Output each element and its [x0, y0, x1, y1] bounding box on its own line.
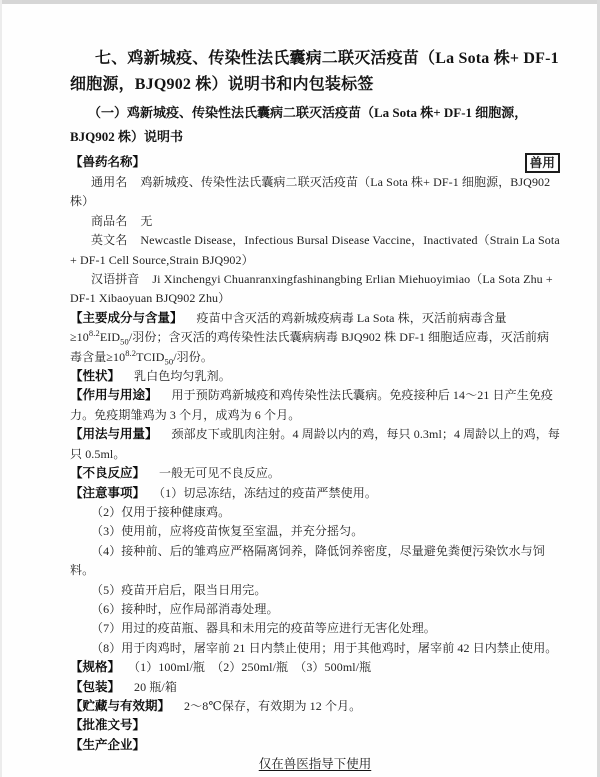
section-approval-number — [70, 716, 560, 735]
adverse-reactions-heading: 【不良反应】 — [70, 466, 146, 481]
approval-number-heading: 【批准文号】 — [70, 718, 146, 733]
precaution-item-2: （2）仅用于接种健康鸡。 — [91, 504, 231, 519]
storage-value: 2～8℃保存，有效期为 12 个月。 — [184, 698, 362, 713]
ingredients-text-run-4: TCID — [136, 349, 165, 364]
drug-name-heading: 【兽药名称】 — [70, 155, 146, 169]
english-name-row — [70, 231, 560, 270]
generic-name-label: 通用名 — [91, 175, 128, 189]
pinyin-label: 汉语拼音 — [91, 272, 140, 287]
titer-subscript-2: 50 — [164, 356, 174, 367]
section-main-ingredients — [70, 309, 560, 367]
document-title — [70, 46, 560, 98]
precaution-item-6: （6）接种时，应作局部消毒处理。 — [91, 601, 279, 616]
manufacturer-heading: 【生产企业】 — [70, 737, 146, 752]
section-specification — [70, 658, 560, 677]
generic-name-value: 鸡新城疫、传染性法氏囊病二联灭活疫苗（La Sota 株+ DF-1 细胞源，BJQ902 株） — [70, 175, 551, 209]
adverse-reactions-value: 一般无可见不良反应。 — [159, 466, 281, 481]
trade-name-label: 商品名 — [91, 213, 128, 228]
dosage-heading: 【用法与用量】 — [70, 427, 158, 442]
specification-heading: 【规格】 — [70, 660, 121, 675]
ingredients-text-run-1: 疫苗中含灭活的鸡新城疫病毒 La Sota 株，灭活前病毒含量≥10 — [70, 310, 507, 345]
title-line-2: 细胞源，BJQ902 株）说明书和内包装标签 — [70, 76, 374, 93]
section-dosage — [70, 425, 560, 464]
section-manufacturer — [70, 736, 560, 755]
generic-name-row — [70, 173, 560, 212]
storage-heading: 【贮藏与有效期】 — [70, 698, 171, 713]
english-name-label: 英文名 — [91, 233, 128, 248]
section-storage — [70, 697, 560, 716]
section-precautions — [70, 484, 560, 503]
section-adverse-reactions — [70, 464, 560, 483]
packing-value: 20 瓶/箱 — [134, 679, 177, 694]
section-character — [70, 367, 560, 386]
titer-superscript-2: 8.2 — [125, 347, 137, 358]
precaution-item-7: （7）用过的疫苗瓶、器具和未用完的疫苗等应进行无害化处理。 — [91, 621, 436, 636]
subtitle-line-1: （一）鸡新城疫、传染性法氏囊病二联灭活疫苗（La Sota 株+ DF-1 细胞源， — [88, 105, 528, 120]
titer-subscript-1: 50 — [120, 336, 129, 347]
dosage-value: 颈部皮下或肌肉注射。4 周龄以内的鸡，每只 0.3ml；4 周龄以上的鸡，每只 0.5ml。 — [70, 427, 560, 461]
packing-heading: 【包装】 — [70, 679, 121, 694]
ingredients-text-run-3: /羽份；含灭活的鸡传染性法氏囊病病毒 BJQ902 株 DF-1 细胞适应毒，灭活前病毒含量≥10 — [70, 330, 550, 364]
character-heading: 【性状】 — [70, 369, 121, 384]
english-name-value: Newcastle Disease，Infectious Bursal Disease Vaccine，Inactivated（Strain La Sota + DF-1 Cell Source,Strain BJQ902） — [70, 233, 560, 267]
precaution-item-4: （4）接种前、后的雏鸡应严格隔离饲养，降低饲养密度，尽量避免粪便污染饮水与饲料。 — [70, 543, 545, 578]
trade-name-row — [70, 212, 560, 231]
title-line-1: 七、鸡新城疫、传染性法氏囊病二联灭活疫苗（La Sota 株+ DF-1 — [95, 50, 559, 67]
pinyin-value: Ji Xinchengyi Chuanranxingfashinangbing Erlian Miehuoyimiao（La Sota Zhu + DF-1 Xibaoyuan BJQ902 Zhu） — [70, 272, 553, 306]
function-use-value: 用于预防鸡新城疫和鸡传染性法氏囊病。免疫接种后 14～21 日产生免疫力。免疫期雏鸡为 3 个月，成鸡为 6 个月。 — [70, 388, 554, 422]
pinyin-row — [70, 270, 560, 309]
character-value: 乳白色均匀乳剂。 — [134, 369, 231, 384]
ingredients-text-run-2: EID — [99, 330, 121, 345]
precaution-item-5: （5）疫苗开启后，限当日用完。 — [91, 582, 267, 597]
document-subtitle — [70, 101, 560, 149]
subtitle-line-2: BJQ902 株）说明书 — [70, 129, 184, 144]
veterinary-guidance-note: 仅在兽医指导下使用 — [258, 757, 372, 772]
section-drug-name — [70, 153, 560, 173]
ingredients-text-run-5: /羽份。 — [173, 349, 213, 364]
main-ingredients-heading: 【主要成分与含量】 — [70, 310, 183, 325]
function-use-heading: 【作用与用途】 — [70, 388, 158, 403]
precautions-heading: 【注意事项】 — [70, 485, 146, 500]
precaution-item-3: （3）使用前，应将疫苗恢复至室温，并充分摇匀。 — [91, 524, 364, 539]
precaution-item-8: （8）用于肉鸡时，屠宰前 21 日内禁止使用；用于其他鸡时，屠宰前 42 日内禁止使用。 — [91, 640, 558, 655]
precaution-item-1: （1）切忌冻结，冻结过的疫苗严禁使用。 — [159, 485, 377, 500]
titer-superscript-1: 8.2 — [88, 328, 100, 339]
trade-name-value: 无 — [140, 213, 153, 228]
section-function-use — [70, 386, 560, 425]
veterinary-use-badge: 兽用 — [525, 153, 560, 173]
section-packing — [70, 678, 560, 697]
specification-value: （1）100ml/瓶 （2）250ml/瓶 （3）500ml/瓶 — [134, 660, 372, 675]
